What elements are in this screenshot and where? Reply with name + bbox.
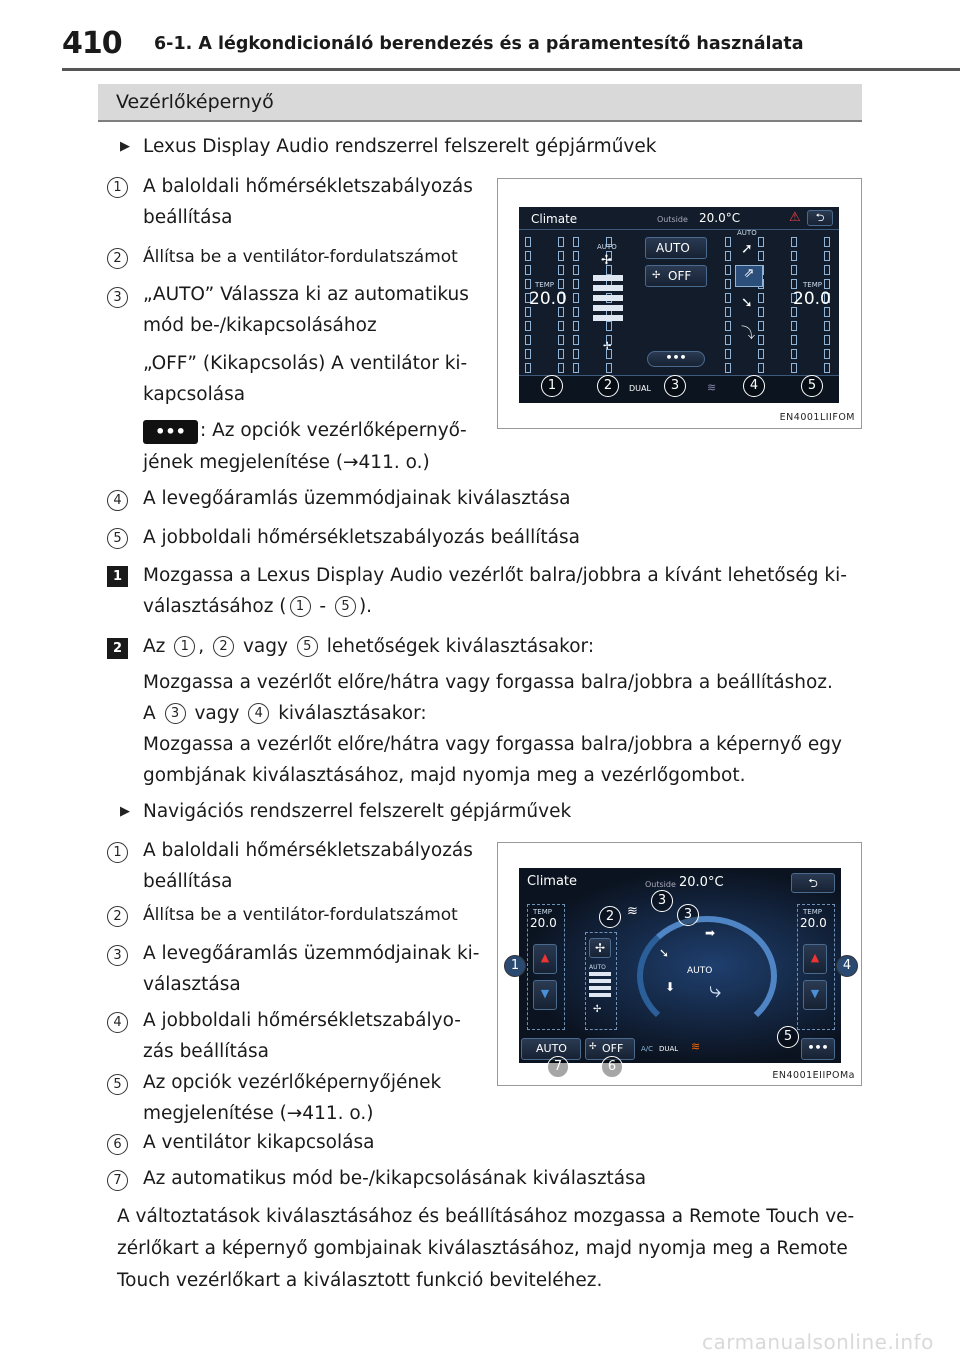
- final-paragraph: A változtatások kiválasztásához és beállításához mozgassa a Remote Touch ve-: [117, 1206, 855, 1227]
- callout-3: 3: [651, 890, 673, 912]
- item-text: választása: [143, 974, 241, 995]
- ref-number: 4: [248, 703, 269, 724]
- step-text-part: ).: [358, 596, 373, 617]
- outside-label: Outside: [657, 215, 688, 224]
- callout-4: 4: [836, 955, 858, 977]
- header-divider: [62, 68, 960, 71]
- ref-number: 5: [335, 596, 356, 617]
- airflow-auto-label: AUTO: [687, 966, 713, 976]
- outside-temp: 20.0°C: [699, 211, 741, 225]
- item-text: beállítása: [143, 207, 233, 228]
- item-text: mód be-/kikapcsolásához: [143, 315, 377, 336]
- item-number: 2: [107, 906, 128, 927]
- item-text: megjelenítése (→411. o.): [143, 1103, 374, 1124]
- item-number: 1: [107, 842, 128, 863]
- item-text: A baloldali hőmérsékletszabályozás: [143, 176, 473, 197]
- callout-5: 5: [801, 375, 823, 397]
- step-text: gombjának kiválasztásához, majd nyomja meg a vezérlőgombot.: [143, 765, 746, 786]
- outside-temp: 20.0°C: [679, 875, 724, 890]
- auto-button[interactable]: AUTO: [645, 237, 707, 259]
- ref-number: 1: [290, 596, 311, 617]
- item-number: 1: [107, 177, 128, 198]
- nav-subtitle: Navigációs rendszerrel felszerelt gépjárművek: [143, 801, 572, 822]
- defrost-icon[interactable]: ≋: [627, 904, 638, 919]
- climate-screen: [519, 207, 839, 402]
- fan-low-icon: ✢: [603, 341, 612, 352]
- image-caption: EN4001LIIFOM: [779, 412, 855, 423]
- fan-auto-label: AUTO: [597, 243, 617, 251]
- callout-7: 7: [547, 1056, 569, 1078]
- outside-label: Outside: [645, 880, 676, 889]
- left-temp-up-button[interactable]: ▲: [533, 944, 557, 974]
- callout-2: 2: [599, 906, 621, 928]
- watermark: carmanualsonline.info: [702, 1330, 934, 1354]
- fan-off-icon: ✢: [589, 1042, 597, 1052]
- item-text: zás beállítása: [143, 1041, 270, 1062]
- screen-title: Climate: [531, 212, 578, 226]
- final-paragraph: Touch vezérlőkart a kiválasztott funkció beviteléhez.: [117, 1270, 603, 1291]
- item-number: 5: [107, 1074, 128, 1095]
- image-caption: EN4001EIIPOMa: [772, 1070, 855, 1081]
- callout-1: 1: [504, 955, 526, 977]
- step-text: Mozgassa a vezérlőt előre/hátra vagy forgassa balra/jobbra a beállításhoz.: [143, 672, 833, 693]
- item-number: 3: [107, 287, 128, 308]
- left-temp-value[interactable]: 20.0: [530, 916, 557, 930]
- off-description: kapcsolása: [143, 384, 246, 405]
- triangle-bullet-icon: ▶: [120, 139, 130, 154]
- item-number: 2: [107, 248, 128, 269]
- title-divider: [519, 229, 839, 230]
- item-number: 5: [107, 528, 128, 549]
- airflow-face-icon[interactable]: ➚: [741, 241, 753, 257]
- step-text-part: A: [143, 703, 156, 724]
- item-text: Állítsa be a ventilátor-fordulatszámot: [143, 247, 458, 267]
- auto-button[interactable]: AUTO: [521, 1038, 581, 1060]
- options-button[interactable]: •••: [647, 351, 705, 367]
- item-text: A ventilátor kikapcsolása: [143, 1132, 375, 1153]
- airflow-bilevel-icon[interactable]: ➘: [659, 946, 670, 960]
- ref-number: 1: [174, 636, 195, 657]
- fan-off-icon: ✢: [652, 270, 661, 281]
- step-text-part: -: [313, 596, 332, 617]
- fan-level-bars[interactable]: [593, 275, 623, 333]
- airflow-feet-icon[interactable]: ➘: [741, 295, 753, 311]
- climate-screen: [519, 868, 841, 1074]
- ac-button[interactable]: A/C: [641, 1045, 654, 1053]
- ref-number: 2: [213, 636, 234, 657]
- fan-low-icon: ✢: [593, 1004, 602, 1015]
- item-number: 4: [107, 1012, 128, 1033]
- item-text: beállítása: [143, 871, 233, 892]
- step-text-part: választásához (: [143, 596, 287, 617]
- seatbelt-icon: ⚠: [789, 210, 801, 225]
- chapter-title: 6-1. A légkondicionáló berendezés és a páramentesítő használata: [154, 34, 804, 54]
- left-temp-down-button[interactable]: ▼: [533, 980, 557, 1010]
- triangle-bullet-icon: ▶: [120, 804, 130, 819]
- step-text-part: vagy: [242, 636, 288, 657]
- off-button[interactable]: OFF: [645, 265, 707, 287]
- callout-5: 5: [777, 1026, 799, 1048]
- back-button[interactable]: ⮌: [807, 210, 833, 226]
- ref-number: 3: [165, 703, 186, 724]
- right-temp-label: TEMP: [803, 281, 822, 289]
- section-heading: [98, 84, 862, 122]
- options-button[interactable]: •••: [801, 1038, 835, 1060]
- item-text: Az opciók vezérlőképernyőjének: [143, 1072, 442, 1093]
- seat-icon: ⤷: [709, 978, 722, 1003]
- right-temp-up-button[interactable]: ▲: [803, 944, 827, 974]
- airflow-defrost-icon[interactable]: ⤵: [741, 326, 755, 342]
- off-description: „OFF” (Kikapcsolás) A ventilátor ki-: [143, 353, 468, 374]
- callout-1: 1: [541, 375, 563, 397]
- right-temp-value[interactable]: 20.0: [793, 289, 831, 309]
- step-text-part: Az: [143, 636, 166, 657]
- dual-button[interactable]: DUAL: [629, 384, 651, 393]
- item-text: A levegőáramlás üzemmódjainak kiválasztása: [143, 488, 571, 509]
- item-text: „AUTO” Válassza ki az automatikus: [143, 284, 469, 305]
- rear-defroster-icon[interactable]: ≋: [691, 1040, 701, 1053]
- step-text: Mozgassa a vezérlőt előre/hátra vagy forgassa balra/jobbra a képernyő egy: [143, 734, 842, 755]
- step-text: [143, 697, 427, 731]
- options-description: : Az opciók vezérlőképernyő-: [200, 420, 467, 441]
- item-text: Állítsa be a ventilátor-fordulatszámot: [143, 905, 458, 925]
- callout-2: 2: [597, 375, 619, 397]
- airflow-auto-label: AUTO: [737, 229, 757, 237]
- step-text: [143, 630, 594, 664]
- step-number: 1: [107, 566, 128, 587]
- step-text-part: kiválasztásakor:: [278, 703, 427, 724]
- item-number: 3: [107, 945, 128, 966]
- final-paragraph: zérlőkart a képernyő gombjainak kiválasztásához, majd nyomja meg a Remote: [117, 1238, 848, 1259]
- callout-3b: 3: [677, 904, 699, 926]
- fan-auto-label: AUTO: [589, 964, 606, 971]
- callout-3: 3: [664, 375, 686, 397]
- left-temp-label: TEMP: [535, 281, 554, 289]
- right-temp-value[interactable]: 20.0: [800, 916, 827, 930]
- options-dots-icon: •••: [143, 420, 198, 444]
- step-text: Mozgassa a Lexus Display Audio vezérlőt balra/jobbra a kívánt lehetőség ki-: [143, 565, 847, 586]
- fan-level-bars[interactable]: [589, 972, 611, 997]
- ref-number: 5: [297, 636, 318, 657]
- item-text: A jobboldali hőmérsékletszabályo-: [143, 1010, 461, 1031]
- item-number: 6: [107, 1134, 128, 1155]
- fan-high-icon[interactable]: ✢: [589, 938, 611, 958]
- section-title: Vezérlőképernyő: [116, 91, 274, 113]
- page-number: 410: [62, 26, 122, 61]
- step-text: [143, 590, 372, 624]
- step-number: 2: [107, 638, 128, 659]
- screen-title: Climate: [527, 874, 578, 889]
- airflow-face-icon[interactable]: ➡: [705, 926, 716, 940]
- item-text: A baloldali hőmérsékletszabályozás: [143, 840, 473, 861]
- right-temp-down-button[interactable]: ▼: [803, 980, 827, 1010]
- right-temp-label: TEMP: [803, 908, 822, 916]
- nav-climate-screenshot: [497, 842, 862, 1086]
- lexus-climate-screenshot: [497, 178, 862, 429]
- step-text-part: lehetőségek kiválasztásakor:: [326, 636, 595, 657]
- lexus-subtitle: Lexus Display Audio rendszerrel felszerelt gépjárművek: [143, 136, 657, 157]
- options-description: jének megjelenítése (→411. o.): [143, 452, 430, 473]
- dual-button[interactable]: DUAL: [659, 1045, 679, 1053]
- airflow-feet-icon[interactable]: ⬇: [665, 980, 676, 994]
- left-temp-label: TEMP: [533, 908, 552, 916]
- fan-high-icon: ✢: [601, 253, 612, 268]
- step-text-part: ,: [198, 636, 205, 657]
- item-text: A levegőáramlás üzemmódjainak ki-: [143, 943, 480, 964]
- item-text: A jobboldali hőmérsékletszabályozás beállítása: [143, 527, 580, 548]
- back-button[interactable]: ⮌: [791, 873, 835, 893]
- item-text: Az automatikus mód be-/kikapcsolásának kiválasztása: [143, 1168, 647, 1189]
- item-number: 7: [107, 1170, 128, 1191]
- step-text-part: vagy: [194, 703, 240, 724]
- left-temp-value[interactable]: 20.0: [529, 289, 567, 309]
- defroster-icon[interactable]: ≋: [707, 381, 717, 394]
- off-button[interactable]: OFF: [585, 1038, 635, 1060]
- callout-4: 4: [743, 375, 765, 397]
- airflow-bilevel-icon[interactable]: ⇗: [735, 265, 763, 287]
- item-number: 4: [107, 490, 128, 511]
- callout-6: 6: [601, 1056, 623, 1078]
